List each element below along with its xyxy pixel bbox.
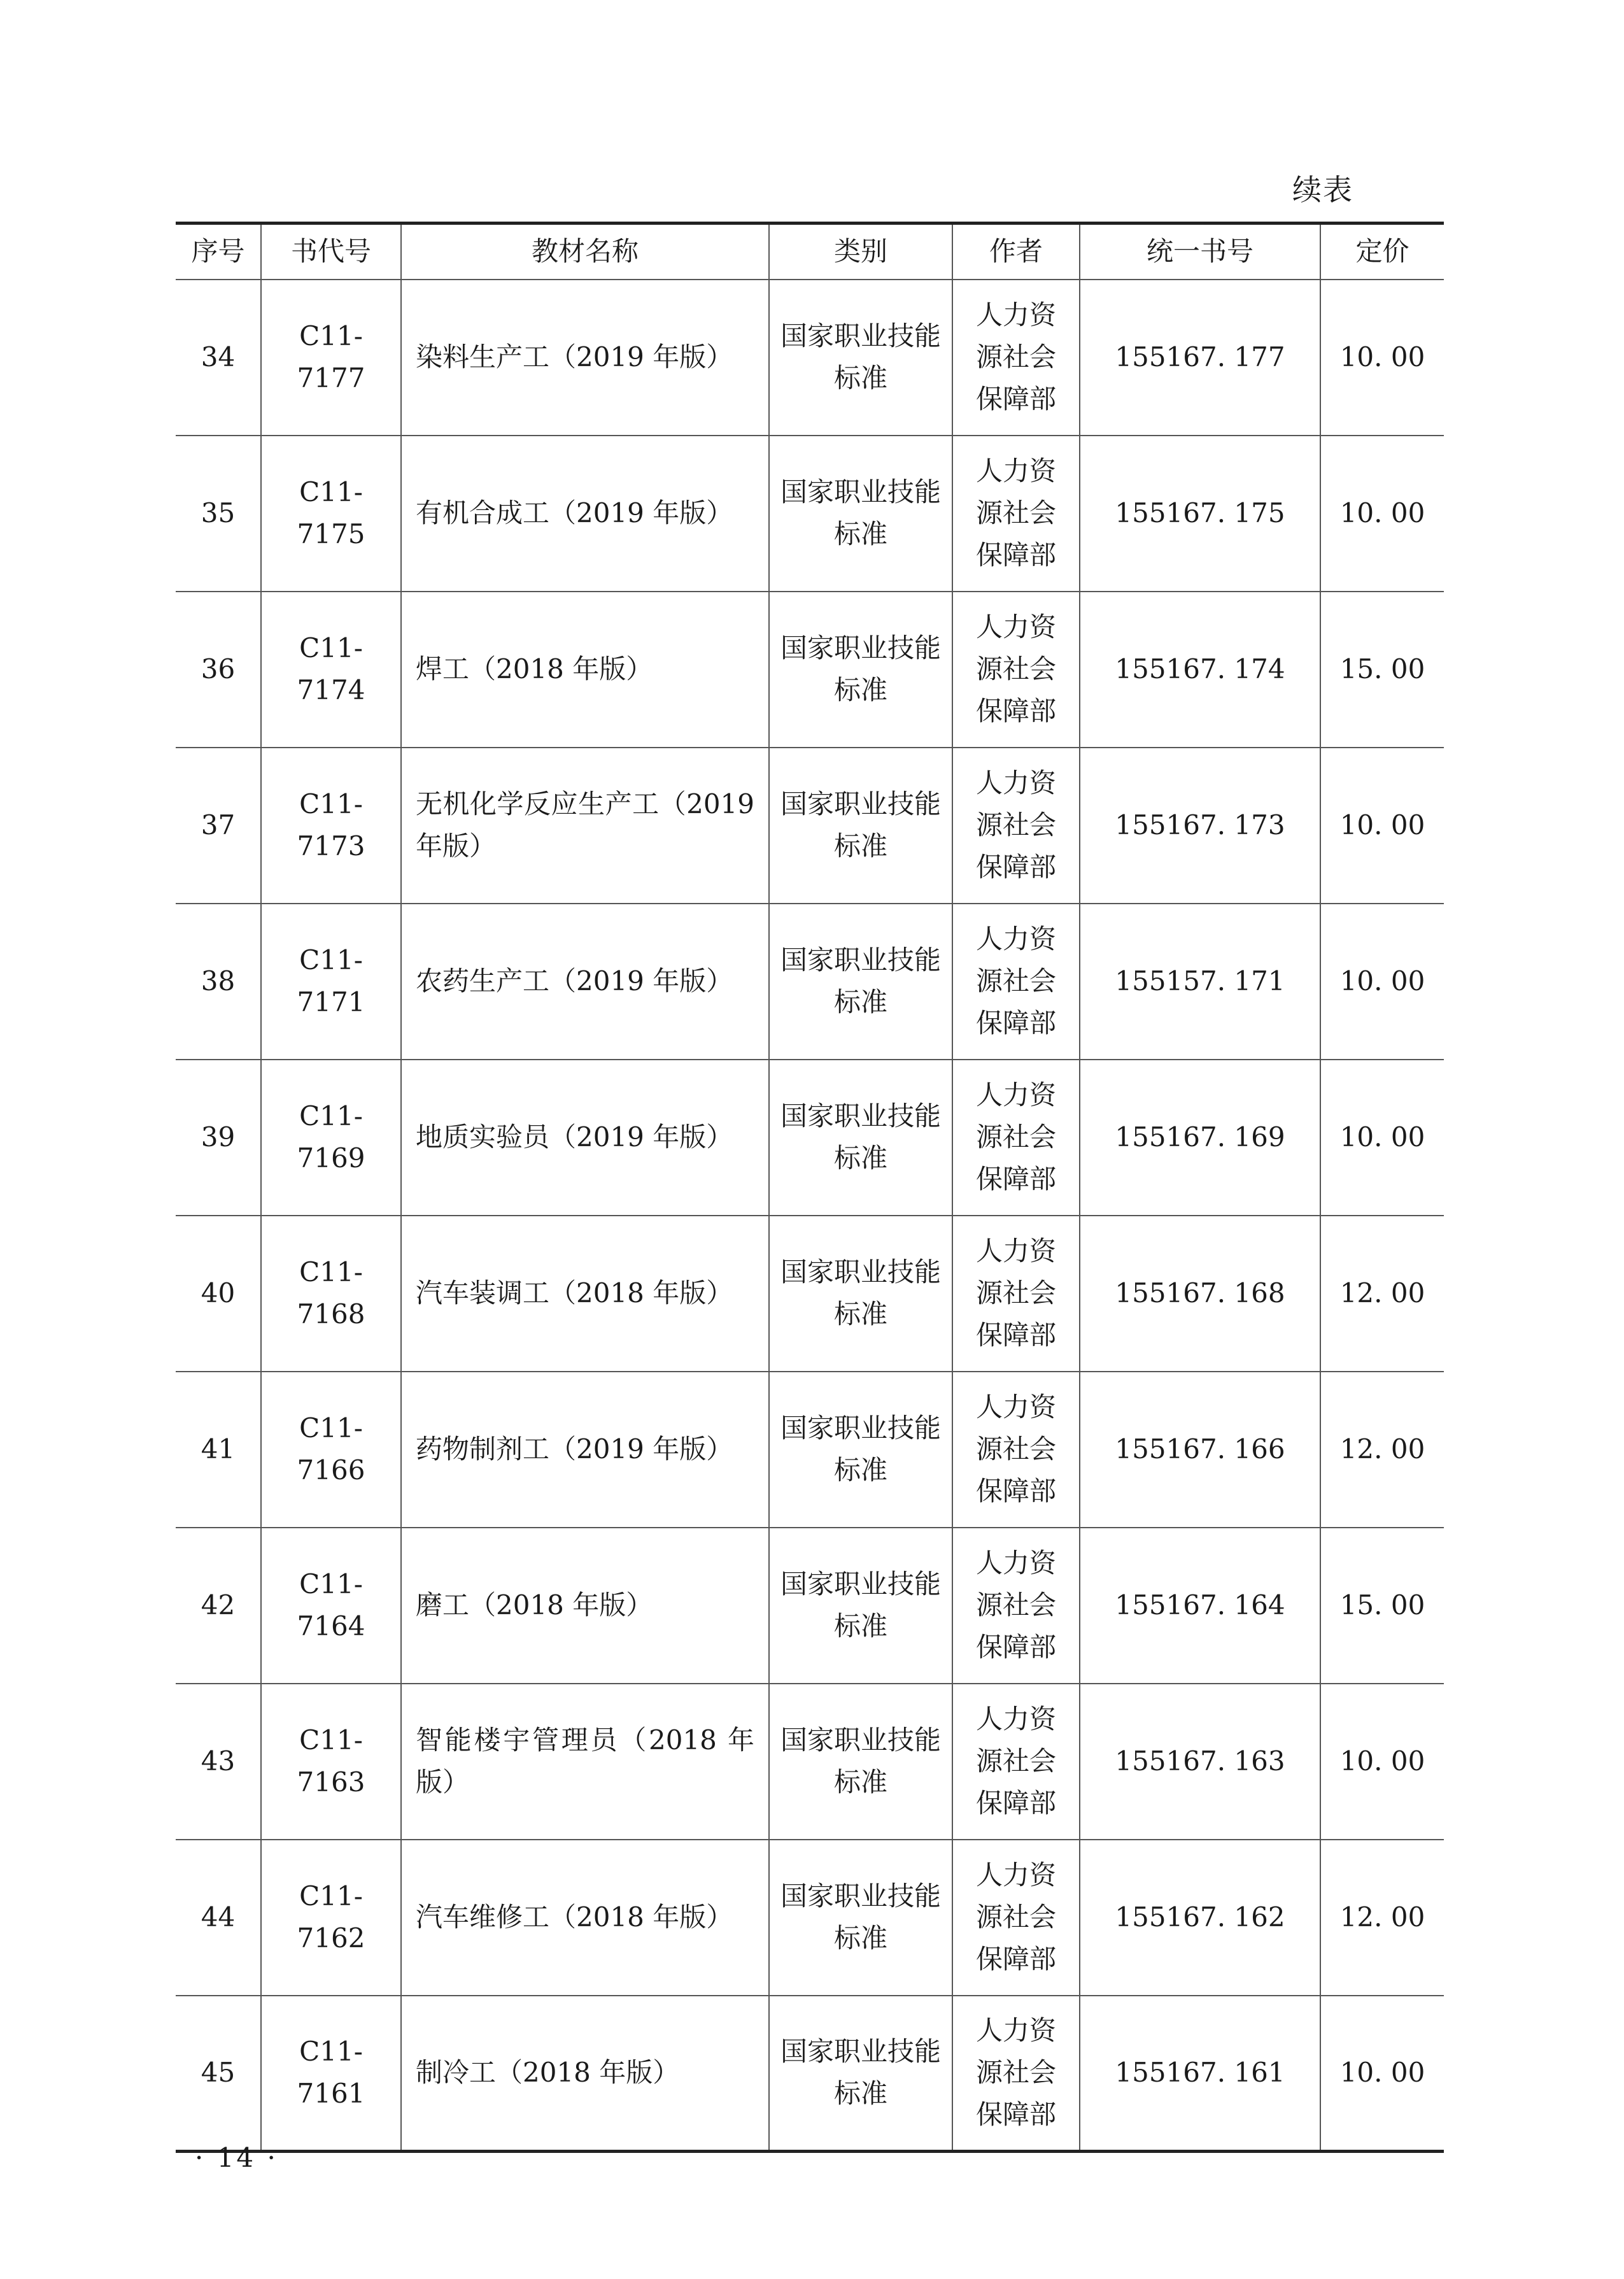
table-row [176, 1060, 1444, 1216]
table-row [176, 1840, 1444, 1996]
cell-no: 39 [176, 1060, 261, 1216]
cell-isbn: 155167. 177 [1080, 280, 1320, 436]
cell-code: C11-7168 [261, 1216, 401, 1372]
cell-category: 国家职业技能标准 [769, 1840, 952, 1996]
cell-no: 37 [176, 748, 261, 904]
table-row [176, 1996, 1444, 2152]
table-row [176, 1372, 1444, 1528]
cell-price: 12. 00 [1320, 1840, 1444, 1996]
cell-price: 10. 00 [1320, 904, 1444, 1060]
page-number: · 14 · [195, 2142, 278, 2173]
textbook-table [176, 222, 1444, 2153]
table-body [176, 280, 1444, 2152]
cell-isbn: 155167. 169 [1080, 1060, 1320, 1216]
cell-no: 34 [176, 280, 261, 436]
cell-isbn: 155167. 161 [1080, 1996, 1320, 2152]
cell-no: 40 [176, 1216, 261, 1372]
cell-author: 人力资源社会保障部 [952, 280, 1080, 436]
continued-label: 续表 [1292, 173, 1353, 207]
cell-code: C11-7164 [261, 1528, 401, 1684]
cell-code: C11-7161 [261, 1996, 401, 2152]
cell-isbn: 155157. 171 [1080, 904, 1320, 1060]
cell-no: 44 [176, 1840, 261, 1996]
cell-price: 12. 00 [1320, 1216, 1444, 1372]
cell-no: 42 [176, 1528, 261, 1684]
cell-no: 38 [176, 904, 261, 1060]
header-category: 类别 [769, 224, 952, 280]
table-header-row [176, 224, 1444, 280]
cell-title: 药物制剂工（2019 年版） [401, 1372, 769, 1528]
header-code: 书代号 [261, 224, 401, 280]
cell-code: C11-7162 [261, 1840, 401, 1996]
cell-author: 人力资源社会保障部 [952, 436, 1080, 592]
cell-author: 人力资源社会保障部 [952, 1216, 1080, 1372]
cell-author: 人力资源社会保障部 [952, 748, 1080, 904]
cell-author: 人力资源社会保障部 [952, 904, 1080, 1060]
cell-title: 汽车装调工（2018 年版） [401, 1216, 769, 1372]
cell-price: 10. 00 [1320, 1684, 1444, 1840]
cell-isbn: 155167. 162 [1080, 1840, 1320, 1996]
cell-category: 国家职业技能标准 [769, 1996, 952, 2152]
cell-code: C11-7177 [261, 280, 401, 436]
cell-category: 国家职业技能标准 [769, 1060, 952, 1216]
cell-title: 焊工（2018 年版） [401, 592, 769, 748]
cell-category: 国家职业技能标准 [769, 1372, 952, 1528]
cell-title: 无机化学反应生产工（2019 年版） [401, 748, 769, 904]
cell-title: 地质实验员（2019 年版） [401, 1060, 769, 1216]
cell-code: C11-7175 [261, 436, 401, 592]
cell-code: C11-7169 [261, 1060, 401, 1216]
table-row [176, 592, 1444, 748]
cell-author: 人力资源社会保障部 [952, 1372, 1080, 1528]
cell-category: 国家职业技能标准 [769, 1684, 952, 1840]
cell-price: 15. 00 [1320, 592, 1444, 748]
cell-title: 染料生产工（2019 年版） [401, 280, 769, 436]
cell-price: 10. 00 [1320, 436, 1444, 592]
cell-no: 43 [176, 1684, 261, 1840]
cell-price: 12. 00 [1320, 1372, 1444, 1528]
cell-title: 磨工（2018 年版） [401, 1528, 769, 1684]
cell-code: C11-7166 [261, 1372, 401, 1528]
cell-price: 10. 00 [1320, 1996, 1444, 2152]
table-row [176, 904, 1444, 1060]
cell-price: 10. 00 [1320, 748, 1444, 904]
cell-title: 智能楼宇管理员（2018 年版） [401, 1684, 769, 1840]
cell-title: 有机合成工（2019 年版） [401, 436, 769, 592]
cell-author: 人力资源社会保障部 [952, 1684, 1080, 1840]
cell-code: C11-7163 [261, 1684, 401, 1840]
table-row [176, 280, 1444, 436]
cell-price: 10. 00 [1320, 280, 1444, 436]
table-row [176, 748, 1444, 904]
cell-title: 农药生产工（2019 年版） [401, 904, 769, 1060]
table-row [176, 1684, 1444, 1840]
cell-code: C11-7174 [261, 592, 401, 748]
cell-isbn: 155167. 174 [1080, 592, 1320, 748]
table-row [176, 436, 1444, 592]
cell-category: 国家职业技能标准 [769, 904, 952, 1060]
cell-category: 国家职业技能标准 [769, 1216, 952, 1372]
cell-no: 35 [176, 436, 261, 592]
cell-category: 国家职业技能标准 [769, 436, 952, 592]
cell-title: 汽车维修工（2018 年版） [401, 1840, 769, 1996]
cell-author: 人力资源社会保障部 [952, 1996, 1080, 2152]
cell-no: 41 [176, 1372, 261, 1528]
header-author: 作者 [952, 224, 1080, 280]
cell-no: 45 [176, 1996, 261, 2152]
cell-author: 人力资源社会保障部 [952, 1840, 1080, 1996]
table-row [176, 1216, 1444, 1372]
cell-author: 人力资源社会保障部 [952, 1060, 1080, 1216]
cell-author: 人力资源社会保障部 [952, 592, 1080, 748]
cell-code: C11-7173 [261, 748, 401, 904]
cell-isbn: 155167. 168 [1080, 1216, 1320, 1372]
cell-isbn: 155167. 173 [1080, 748, 1320, 904]
cell-price: 15. 00 [1320, 1528, 1444, 1684]
cell-author: 人力资源社会保障部 [952, 1528, 1080, 1684]
cell-title: 制冷工（2018 年版） [401, 1996, 769, 2152]
cell-isbn: 155167. 164 [1080, 1528, 1320, 1684]
header-no: 序号 [176, 224, 261, 280]
cell-no: 36 [176, 592, 261, 748]
header-price: 定价 [1320, 224, 1444, 280]
cell-category: 国家职业技能标准 [769, 748, 952, 904]
cell-isbn: 155167. 175 [1080, 436, 1320, 592]
cell-category: 国家职业技能标准 [769, 1528, 952, 1684]
cell-isbn: 155167. 166 [1080, 1372, 1320, 1528]
cell-isbn: 155167. 163 [1080, 1684, 1320, 1840]
cell-code: C11-7171 [261, 904, 401, 1060]
header-isbn: 统一书号 [1080, 224, 1320, 280]
header-title: 教材名称 [401, 224, 769, 280]
cell-price: 10. 00 [1320, 1060, 1444, 1216]
table-row [176, 1528, 1444, 1684]
cell-category: 国家职业技能标准 [769, 592, 952, 748]
cell-category: 国家职业技能标准 [769, 280, 952, 436]
